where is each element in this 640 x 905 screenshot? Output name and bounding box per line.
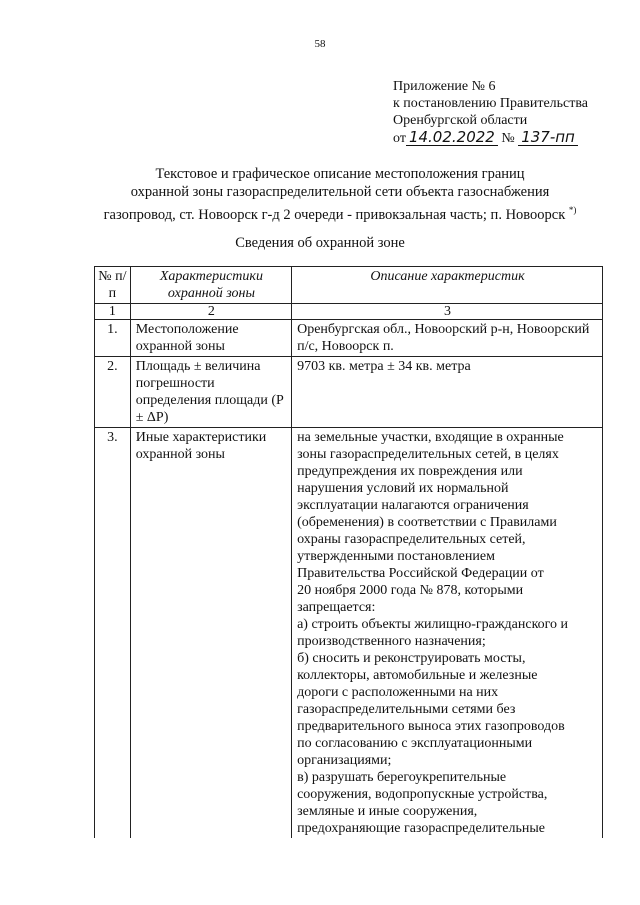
column-number-row	[95, 304, 603, 320]
description-line: зоны газораспределительных сетей, в целях	[297, 447, 559, 462]
number-label: №	[501, 131, 515, 146]
row-number: 1.	[95, 320, 131, 357]
description-line: производственного назначения;	[297, 634, 486, 649]
description-line: охраны газораспределительных сетей,	[297, 532, 526, 547]
description-line: коллекторы, автомобильные и железные	[297, 668, 538, 683]
row-characteristic: Площадь ± величина погрешности определения площади (P ± ΔP)	[130, 357, 291, 428]
table-row	[95, 357, 603, 428]
from-label: от	[393, 131, 406, 146]
handwritten-number: 137-пп	[518, 129, 578, 146]
description-line: эксплуатации налагаются ограничения	[297, 498, 529, 513]
description-line: в) разрушать берегоукрепительные	[297, 770, 507, 785]
section-title: Сведения об охранной зоне	[235, 235, 405, 251]
description-line: Правительства Российской Федерации от	[297, 566, 544, 581]
description-line: газораспределительными сетями без	[297, 702, 516, 717]
page-number: 58	[314, 38, 326, 50]
row-description: 9703 кв. метра ± 34 кв. метра	[292, 357, 603, 428]
appendix-line-2: к постановлению Правительства	[393, 96, 589, 111]
description-line: организациями;	[297, 753, 392, 768]
row-number: 2.	[95, 357, 131, 428]
table-row	[95, 320, 603, 357]
description-line: а) строить объекты жилищно-гражданского и	[297, 617, 569, 632]
description-line: предохраняющие газораспределительные	[297, 821, 545, 836]
column-number-2: 2	[130, 304, 291, 320]
appendix-header	[393, 78, 633, 147]
description-line: утвержденными постановлением	[297, 549, 495, 564]
description-line: 20 ноября 2000 года № 878, которыми	[297, 583, 524, 598]
description-line: предупреждения их повреждения или	[297, 464, 523, 479]
handwritten-date: 14.02.2022	[406, 129, 498, 146]
column-number-3: 3	[292, 304, 603, 320]
appendix-date-line	[393, 129, 633, 147]
row-description	[292, 428, 603, 839]
description-line: предварительного выноса этих газопроводов	[297, 719, 565, 734]
description-line: дороги с расположенными на них	[297, 685, 499, 700]
title-footnote-mark: *)	[568, 205, 577, 215]
title-line-3-text: газопровод, ст. Новоорск г-д 2 очереди - привокзальная часть; п. Новоорск	[103, 206, 566, 223]
title-line-2: охранной зоны газораспределительной сети объекта газоснабжения	[130, 184, 550, 200]
description-line: земляные и иные сооружения,	[297, 804, 478, 819]
document-title	[80, 165, 600, 224]
table-header-row	[95, 267, 603, 304]
appendix-line-1: Приложение № 6	[393, 79, 496, 94]
header-num: № п/п	[95, 267, 131, 304]
appendix-line-3: Оренбургской области	[393, 113, 528, 128]
description-line: сооружения, водопропускные устройства,	[297, 787, 548, 802]
header-characteristic: Характеристики охранной зоны	[130, 267, 291, 304]
description-line: (обременения) в соответствии с Правилами	[297, 515, 557, 530]
description-line: б) сносить и реконструировать мосты,	[297, 651, 526, 666]
title-line-1: Текстовое и графическое описание местоположения границ	[155, 166, 525, 182]
description-line: нарушения условий их нормальной	[297, 481, 509, 496]
table-row	[95, 428, 603, 839]
header-description: Описание характеристик	[292, 267, 603, 304]
title-line-3	[80, 201, 600, 224]
column-number-1: 1	[95, 304, 131, 320]
zone-table	[94, 266, 603, 838]
description-line: запрещается:	[297, 600, 376, 615]
row-characteristic: Иные характеристики охранной зоны	[130, 428, 291, 839]
description-line: на земельные участки, входящие в охранные	[297, 430, 564, 445]
row-description: Оренбургская обл., Новоорский р-н, Новоорский п/с, Новоорск п.	[292, 320, 603, 357]
row-characteristic: Местоположение охранной зоны	[130, 320, 291, 357]
description-line: по согласованию с эксплуатационными	[297, 736, 533, 751]
row-number: 3.	[95, 428, 131, 839]
